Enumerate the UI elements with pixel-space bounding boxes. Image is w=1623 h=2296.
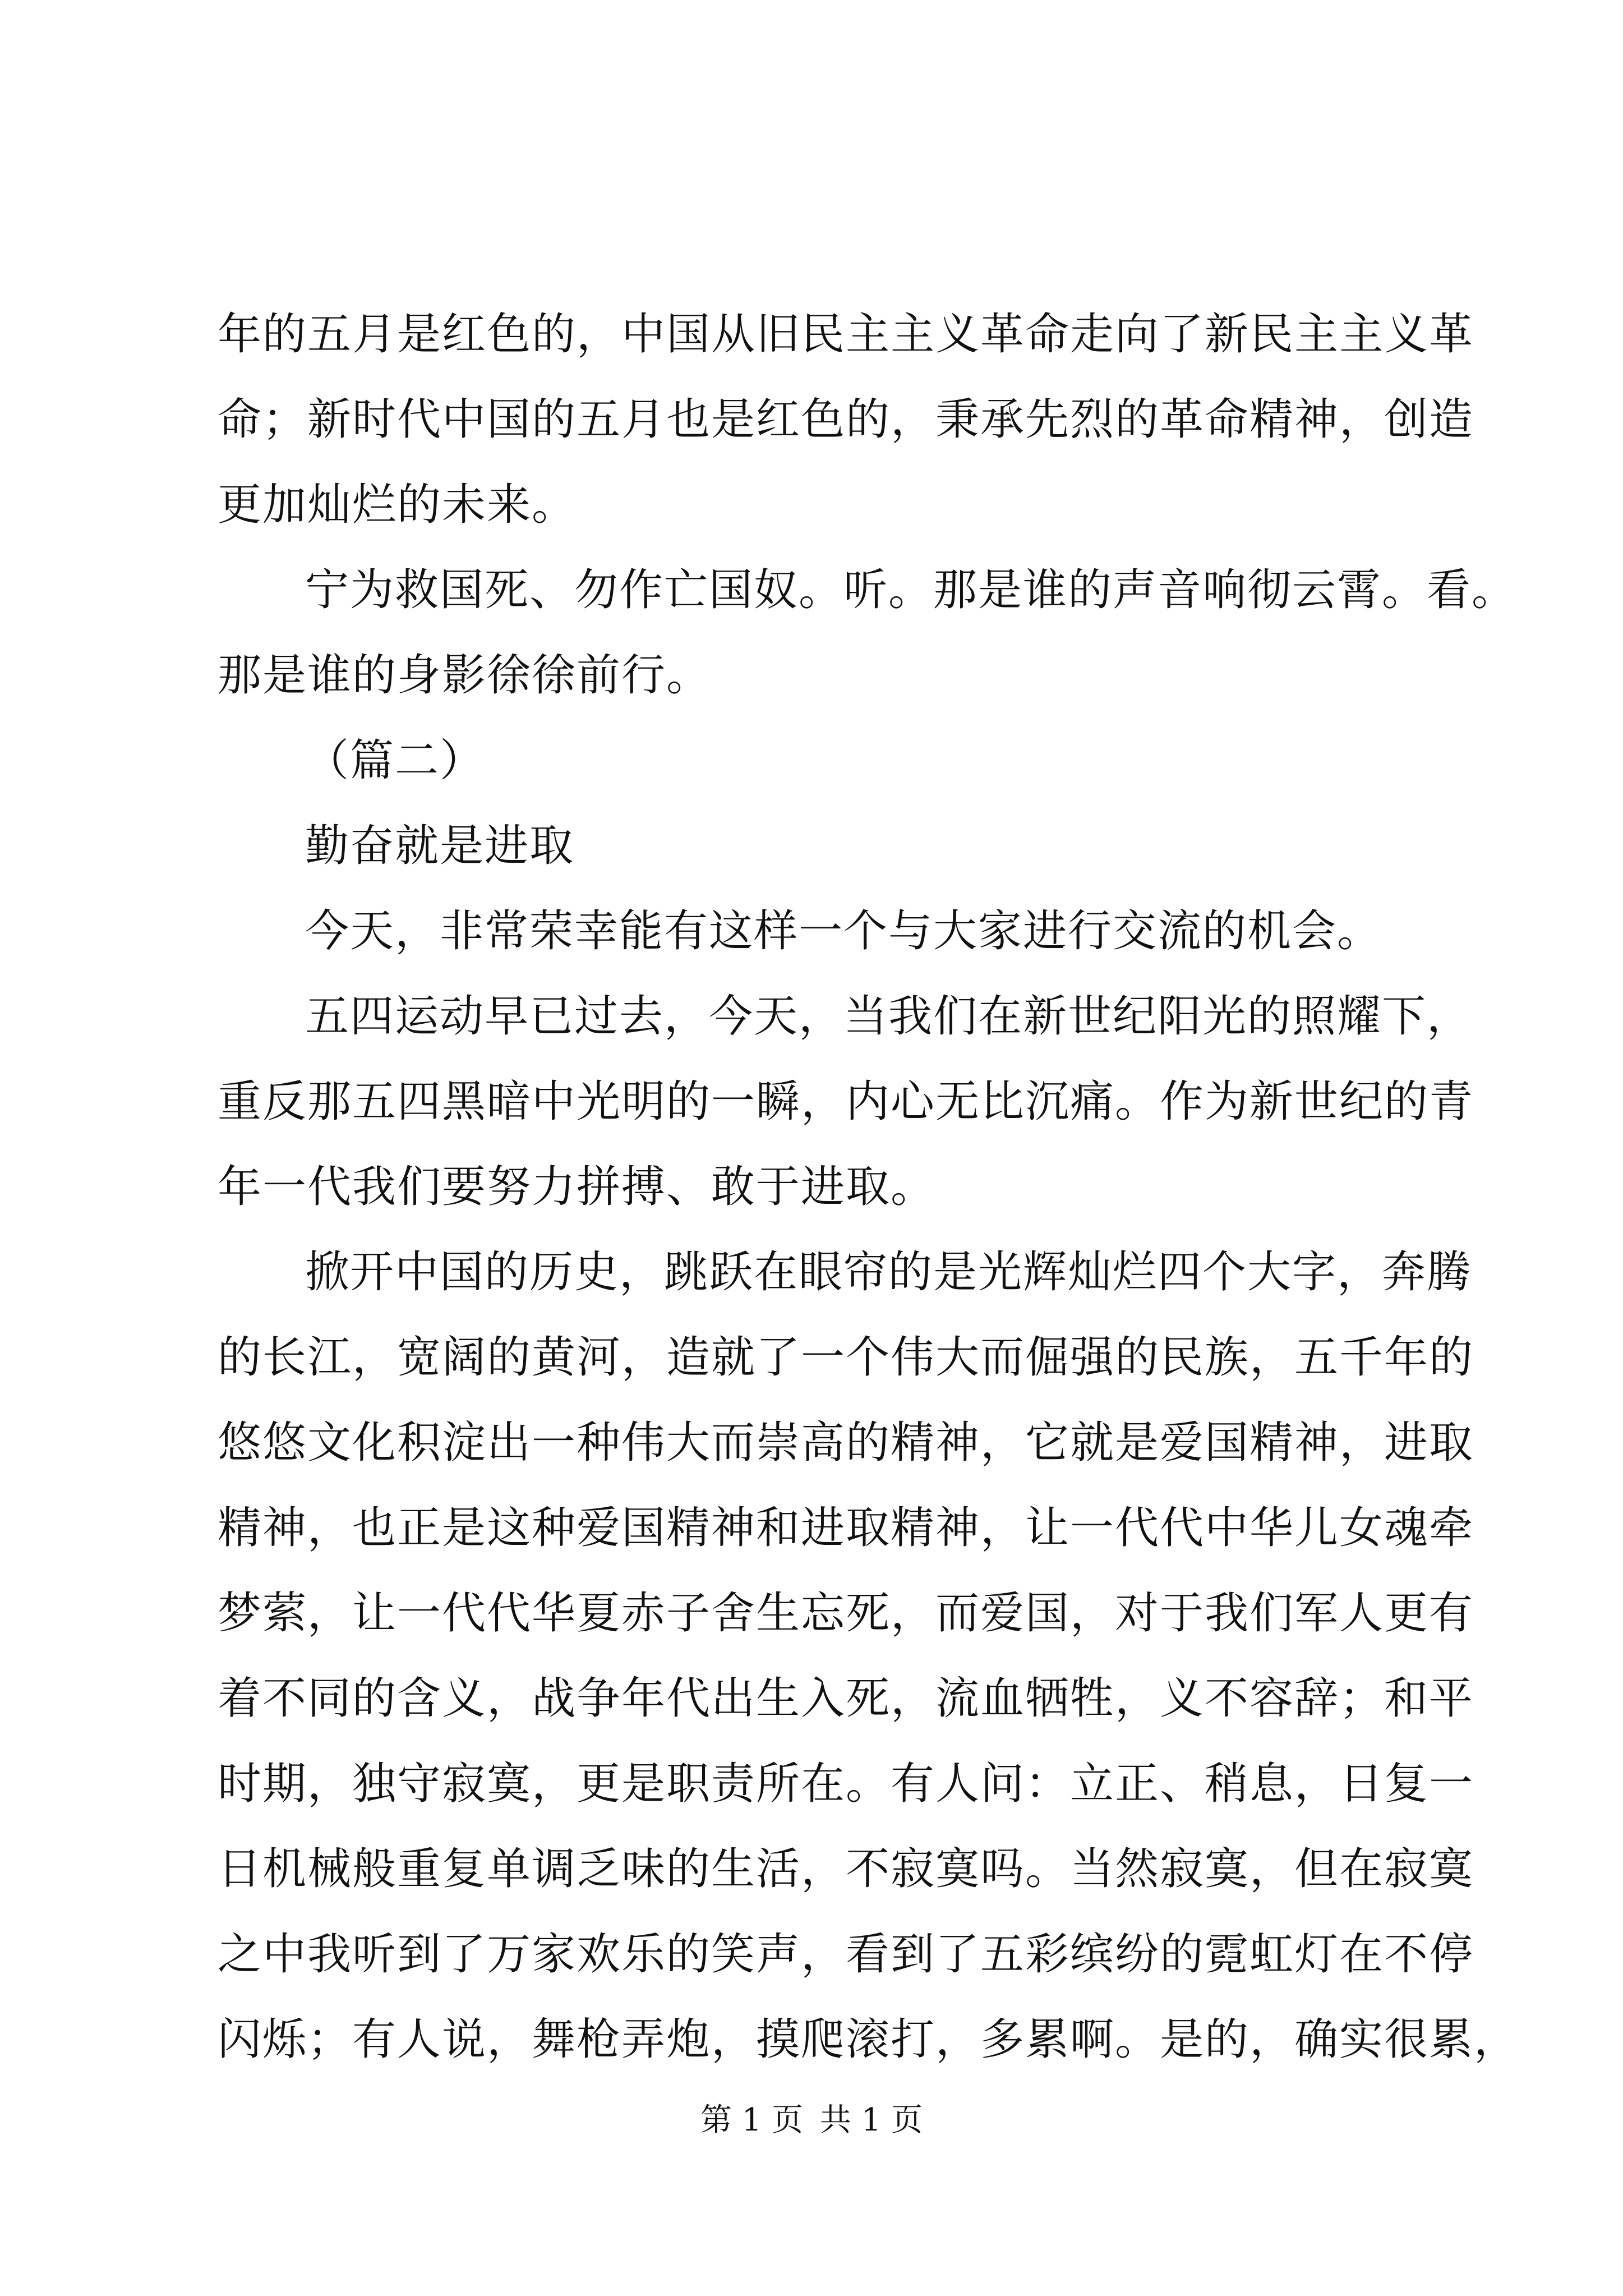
text-line: 那是谁的身影徐徐前行。 [218,650,712,701]
text-line: 年一代我们要努力拼搏、敢于进取。 [218,1162,936,1212]
text-line: 悠悠文化积淀出一种伟大而崇高的精神，它就是爱国精神，进取 [218,1418,1474,1468]
paragraph [218,547,1517,718]
page-number: 第 1 页 [700,2102,804,2138]
paragraph [218,292,1474,547]
text-line: 宁为救国死、勿作亡国奴。听。那是谁的声音响彻云霄。看。 [305,565,1517,615]
text-line: 年的五月是红色的，中国从旧民主主义革命走向了新民主主义革 [218,309,1474,360]
text-line: 掀开中国的历史，跳跃在眼帘的是光辉灿烂四个大字，奔腾 [305,1247,1472,1297]
text-line: 时期，独守寂寞，更是职责所在。有人问：立正、稍息，日复一 [218,1759,1474,1809]
page-footer [0,2098,1623,2143]
text-line: （篇二） [305,735,485,786]
document-body [218,292,1519,2082]
text-line: 闪烁；有人说，舞枪弄炮，摸爬滚打，多累啊。是的，确实很累， [218,2014,1519,2065]
text-line: 着不同的含义，战争年代出生入死，流血牺牲，义不容辞；和平 [218,1673,1474,1724]
paragraph [218,803,1437,889]
text-line: 重反那五四黑暗中光明的一瞬，内心无比沉痛。作为新世纪的青 [218,1076,1474,1127]
text-line: 命；新时代中国的五月也是红色的，秉承先烈的革命精神，创造 [218,394,1474,445]
paragraph [218,1230,1519,2082]
paragraph [218,974,1474,1230]
paragraph [218,718,1437,803]
text-line: 今天，非常荣幸能有这样一个与大家进行交流的机会。 [305,906,1382,956]
text-line: 日机械般重复单调乏味的生活，不寂寞吗。当然寂寞，但在寂寞 [218,1844,1474,1894]
page-total: 共 1 页 [819,2102,923,2138]
text-line: 勤奋就是进取 [305,821,575,871]
text-line: 精神，也正是这种爱国精神和进取精神，让一代代中华儿女魂牵 [218,1503,1474,1553]
text-line: 五四运动早已过去，今天，当我们在新世纪阳光的照耀下， [305,991,1472,1042]
text-line: 的长江，宽阔的黄河，造就了一个伟大而倔强的民族，五千年的 [218,1332,1474,1383]
text-line: 更加灿烂的未来。 [218,480,577,530]
text-line: 之中我听到了万家欢乐的笑声，看到了五彩缤纷的霓虹灯在不停 [218,1929,1474,1980]
text-line: 梦萦，让一代代华夏赤子舍生忘死，而爱国，对于我们军人更有 [218,1588,1474,1639]
paragraph [218,889,1437,974]
